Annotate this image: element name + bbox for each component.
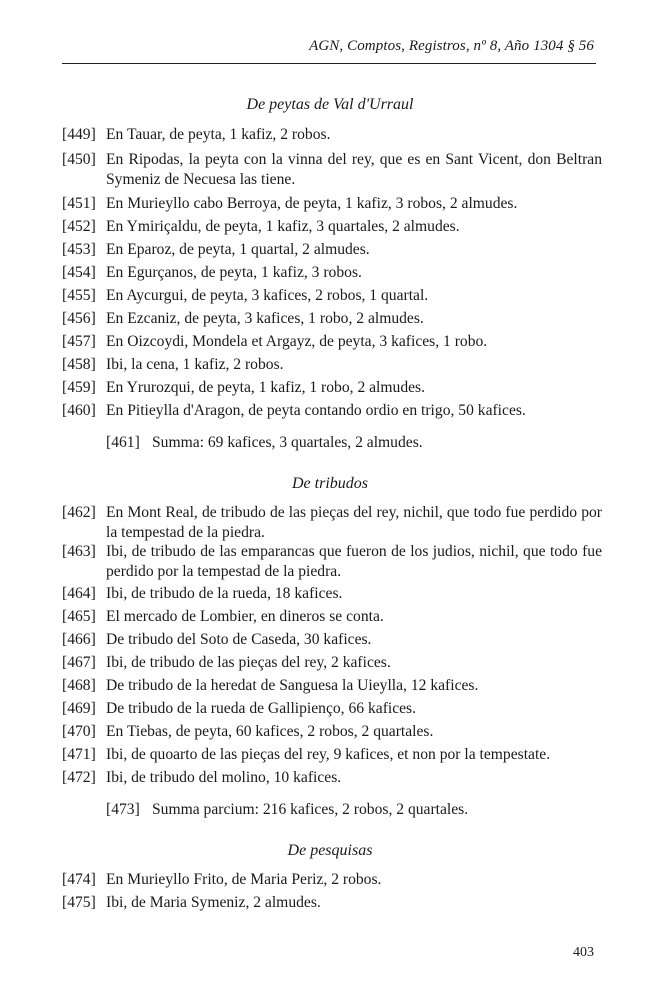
section-title: De tribudos — [292, 475, 368, 492]
entry-number: [452] — [62, 218, 96, 235]
entry-text: De tribudo de la heredat de Sanguesa la Uieylla, 12 kafices. — [106, 677, 479, 694]
entry-text: De tribudo de la rueda de Gallipienço, 66 kafices. — [106, 700, 417, 717]
page-number: 403 — [573, 945, 594, 960]
entry-number: [466] — [62, 631, 96, 648]
entry-text: Ibi, de quoarto de las pieças del rey, 9 kafices, et non por la tempestate. — [106, 746, 551, 763]
entry-text: En Oizcoydi, Mondela et Argayz, de peyta, 3 kafices, 1 robo. — [106, 333, 488, 350]
entry — [62, 150, 602, 190]
section-title: De peytas de Val d'Urraul — [246, 96, 414, 113]
entry — [62, 332, 602, 352]
entry — [62, 355, 602, 375]
running-head: AGN, Comptos, Registros, nº 8, Año 1304 § 56 — [309, 38, 594, 54]
entry-text: Ibi, de tribudo de las emparancas que fueron de los judios, nichil, que todo fue perdido por la tempestad de la piedra. — [106, 543, 602, 580]
entry-number: [475] — [62, 894, 96, 911]
entry-text: Ibi, de tribudo de las pieças del rey, 2 kafices. — [106, 654, 391, 671]
section-title: De pesquisas — [287, 842, 373, 859]
entry — [62, 240, 602, 260]
entry-number: [459] — [62, 379, 96, 396]
entry-text: Ibi, de tribudo de la rueda, 18 kafices. — [106, 585, 343, 602]
entry — [62, 217, 602, 237]
summa-text: Summa parcium: 216 kafices, 2 robos, 2 quartales. — [152, 801, 469, 818]
summa-number: [461] — [106, 434, 140, 451]
entry — [62, 401, 602, 421]
entry — [62, 630, 602, 650]
entry — [62, 125, 602, 145]
entry — [62, 870, 602, 890]
entry-number: [471] — [62, 746, 96, 763]
entry-number: [449] — [62, 126, 96, 143]
entry — [62, 286, 602, 306]
entry-number: [465] — [62, 608, 96, 625]
entry-number: [468] — [62, 677, 96, 694]
entry-number: [469] — [62, 700, 96, 717]
entry-number: [454] — [62, 264, 96, 281]
entry-number: [460] — [62, 402, 96, 419]
entry-number: [450] — [62, 151, 96, 168]
entry — [62, 722, 602, 742]
entry — [62, 503, 602, 543]
entry — [62, 584, 602, 604]
entry-number: [455] — [62, 287, 96, 304]
entry — [62, 607, 602, 627]
header-rule — [62, 63, 596, 64]
entry — [62, 542, 602, 582]
entry-number: [462] — [62, 504, 96, 521]
entry-text: En Tiebas, de peyta, 60 kafices, 2 robos, 2 quartales. — [106, 723, 434, 740]
entry — [62, 893, 602, 913]
entry-text: Ibi, la cena, 1 kafiz, 2 robos. — [106, 356, 284, 373]
entry-number: [451] — [62, 195, 96, 212]
entry-text: En Egurçanos, de peyta, 1 kafiz, 3 robos. — [106, 264, 362, 281]
entry-text: En Ezcaniz, de peyta, 3 kafices, 1 robo, 2 almudes. — [106, 310, 424, 327]
entry — [62, 768, 602, 788]
entry-text: En Ymiriçaldu, de peyta, 1 kafiz, 3 quartales, 2 almudes. — [106, 218, 460, 235]
entry-text: En Pitieylla d'Aragon, de peyta contando ordio en trigo, 50 kafices. — [106, 402, 526, 419]
entry — [62, 309, 602, 329]
summa-number: [473] — [106, 801, 140, 818]
entry-number: [453] — [62, 241, 96, 258]
entry — [62, 378, 602, 398]
entry-text: En Murieyllo cabo Berroya, de peyta, 1 kafiz, 3 robos, 2 almudes. — [106, 195, 518, 212]
entry-text: En Tauar, de peyta, 1 kafiz, 2 robos. — [106, 126, 331, 143]
entry-text: En Ripodas, la peyta con la vinna del rey, que es en Sant Vicent, don Beltran Symeniz de Necuesa las tiene. — [106, 151, 602, 188]
entry-text: Ibi, de Maria Symeniz, 2 almudes. — [106, 894, 321, 911]
entry — [62, 653, 602, 673]
entry-text: Ibi, de tribudo del molino, 10 kafices. — [106, 769, 342, 786]
summa — [106, 433, 423, 453]
entry-number: [474] — [62, 871, 96, 888]
entry — [62, 676, 602, 696]
entry-number: [456] — [62, 310, 96, 327]
entry-number: [472] — [62, 769, 96, 786]
entry — [62, 699, 602, 719]
entry-text: En Yrurozqui, de peyta, 1 kafiz, 1 robo, 2 almudes. — [106, 379, 426, 396]
entry-number: [464] — [62, 585, 96, 602]
summa — [106, 800, 468, 820]
entry-text: En Aycurgui, de peyta, 3 kafices, 2 robos, 1 quartal. — [106, 287, 429, 304]
entry-number: [457] — [62, 333, 96, 350]
entry-number: [470] — [62, 723, 96, 740]
entry-text: El mercado de Lombier, en dineros se conta. — [106, 608, 384, 625]
entry-text: De tribudo del Soto de Caseda, 30 kafices. — [106, 631, 372, 648]
entry — [62, 263, 602, 283]
summa-text: Summa: 69 kafices, 3 quartales, 2 almudes. — [152, 434, 423, 451]
entry-number: [463] — [62, 543, 96, 560]
entry-number: [467] — [62, 654, 96, 671]
entry-text: En Mont Real, de tribudo de las pieças del rey, nichil, que todo fue perdido por la tempestad de la piedra. — [106, 504, 602, 541]
entry-text: En Eparoz, de peyta, 1 quartal, 2 almudes. — [106, 241, 370, 258]
entry — [62, 194, 602, 214]
entry-number: [458] — [62, 356, 96, 373]
entry — [62, 745, 602, 765]
entry-text: En Murieyllo Frito, de Maria Periz, 2 robos. — [106, 871, 382, 888]
